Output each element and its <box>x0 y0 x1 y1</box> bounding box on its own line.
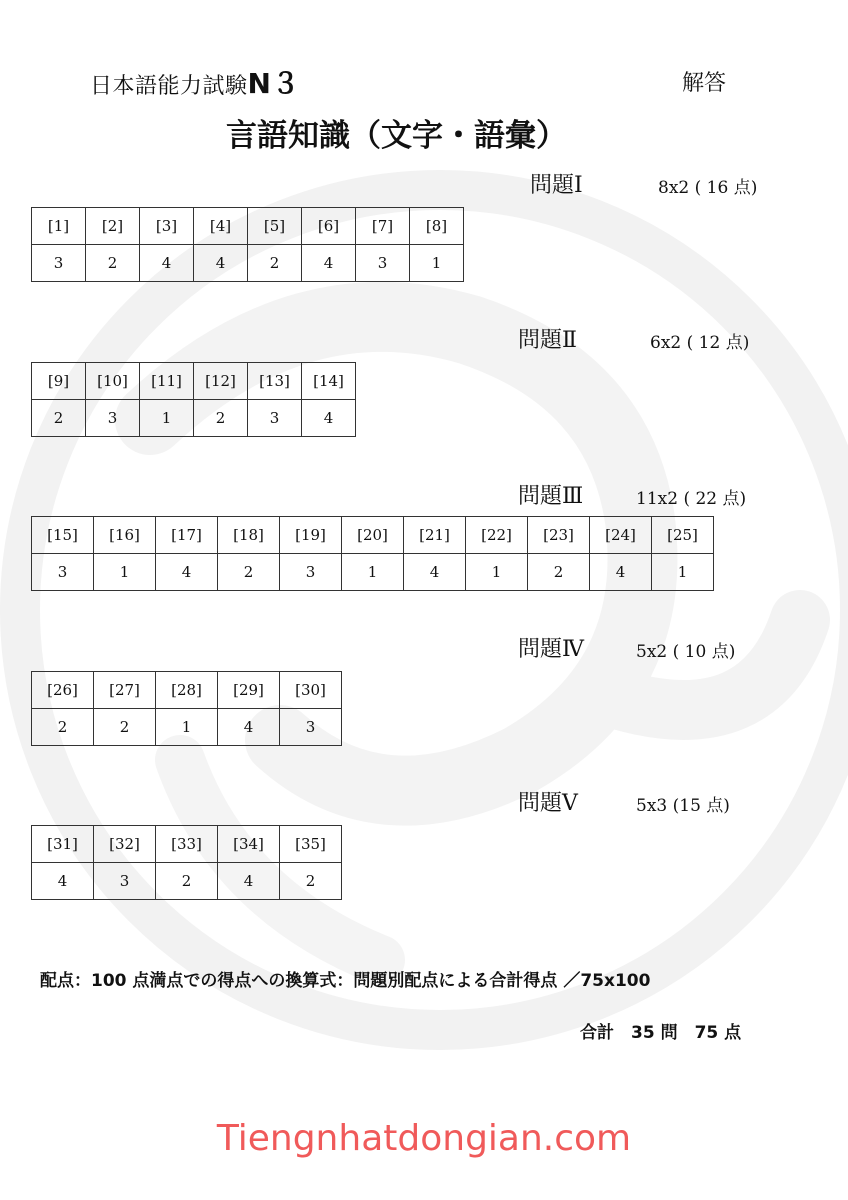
answer-row <box>32 554 714 591</box>
answer-cell: 4 <box>404 554 466 591</box>
answer-cell: 2 <box>32 400 86 437</box>
question-number-row <box>32 208 464 245</box>
problem-4-label: 問題Ⅳ <box>518 637 584 662</box>
answer-row <box>32 400 356 437</box>
question-number-cell: [25] <box>652 517 714 554</box>
answer-row <box>32 245 464 282</box>
problem-1-label: 問題Ⅰ <box>530 173 583 198</box>
answer-cell: 2 <box>156 863 218 900</box>
problem-1-table <box>31 207 464 282</box>
question-number-cell: [35] <box>280 826 342 863</box>
answer-cell: 4 <box>156 554 218 591</box>
question-number-cell: [24] <box>590 517 652 554</box>
answer-cell: 3 <box>280 554 342 591</box>
site-watermark-text: Tiengnhatdongian.com <box>216 1118 632 1159</box>
question-number-cell: [12] <box>194 363 248 400</box>
answer-cell: 2 <box>280 863 342 900</box>
exam-level: N３ <box>247 67 300 100</box>
question-number-cell: [34] <box>218 826 280 863</box>
question-number-cell: [1] <box>32 208 86 245</box>
question-number-cell: [4] <box>194 208 248 245</box>
answer-cell: 1 <box>156 709 218 746</box>
question-number-cell: [6] <box>302 208 356 245</box>
question-number-cell: [21] <box>404 517 466 554</box>
question-number-cell: [13] <box>248 363 302 400</box>
answer-cell: 3 <box>32 554 94 591</box>
question-number-cell: [18] <box>218 517 280 554</box>
answer-label: 解答 <box>682 71 727 96</box>
answer-cell: 4 <box>32 863 94 900</box>
answer-cell: 3 <box>356 245 410 282</box>
problem-4-score: 5x2 ( 10 点) <box>636 642 736 662</box>
problem-5-table <box>31 825 342 900</box>
answer-cell: 3 <box>280 709 342 746</box>
question-number-cell: [28] <box>156 672 218 709</box>
problem-2-table <box>31 362 356 437</box>
question-number-cell: [19] <box>280 517 342 554</box>
answer-cell: 4 <box>590 554 652 591</box>
answer-cell: 2 <box>528 554 590 591</box>
answer-cell: 2 <box>248 245 302 282</box>
question-number-row <box>32 826 342 863</box>
question-number-cell: [17] <box>156 517 218 554</box>
problem-2-score: 6x2 ( 12 点) <box>650 333 750 353</box>
answer-cell: 1 <box>652 554 714 591</box>
answer-cell: 1 <box>466 554 528 591</box>
question-number-cell: [32] <box>94 826 156 863</box>
question-number-cell: [29] <box>218 672 280 709</box>
answer-cell: 3 <box>248 400 302 437</box>
conversion-note: 配点：100 点満点での得点への換算式：問題別配点による合計得点 ／75x100 <box>40 971 651 991</box>
answer-cell: 1 <box>410 245 464 282</box>
exam-title <box>90 62 300 102</box>
problem-4-table <box>31 671 342 746</box>
question-number-cell: [8] <box>410 208 464 245</box>
answer-cell: 1 <box>342 554 404 591</box>
question-number-cell: [31] <box>32 826 94 863</box>
question-number-cell: [14] <box>302 363 356 400</box>
question-number-cell: [23] <box>528 517 590 554</box>
question-number-cell: [27] <box>94 672 156 709</box>
answer-cell: 4 <box>302 245 356 282</box>
answer-cell: 2 <box>94 709 156 746</box>
problem-3-table <box>31 516 714 591</box>
question-number-cell: [9] <box>32 363 86 400</box>
question-number-cell: [20] <box>342 517 404 554</box>
question-number-cell: [30] <box>280 672 342 709</box>
question-number-cell: [10] <box>86 363 140 400</box>
question-number-cell: [33] <box>156 826 218 863</box>
question-number-cell: [3] <box>140 208 194 245</box>
answer-cell: 3 <box>94 863 156 900</box>
problem-1-score: 8x2 ( 16 点) <box>658 178 758 198</box>
question-number-cell: [5] <box>248 208 302 245</box>
answer-cell: 3 <box>86 400 140 437</box>
question-number-row <box>32 517 714 554</box>
answer-cell: 3 <box>32 245 86 282</box>
problem-3-label: 問題Ⅲ <box>518 484 584 509</box>
answer-cell: 2 <box>194 400 248 437</box>
answer-cell: 4 <box>218 863 280 900</box>
answer-cell: 2 <box>86 245 140 282</box>
question-number-cell: [11] <box>140 363 194 400</box>
answer-cell: 4 <box>140 245 194 282</box>
answer-cell: 2 <box>32 709 94 746</box>
question-number-row <box>32 363 356 400</box>
answer-cell: 1 <box>140 400 194 437</box>
answer-cell: 2 <box>218 554 280 591</box>
problem-5-label: 問題Ⅴ <box>518 791 578 816</box>
problem-2-label: 問題Ⅱ <box>518 328 577 353</box>
exam-title-prefix: 日本語能力試験 <box>90 74 248 99</box>
answer-row <box>32 709 342 746</box>
answer-row <box>32 863 342 900</box>
answer-cell: 4 <box>302 400 356 437</box>
answer-cell: 4 <box>194 245 248 282</box>
section-title: 言語知識（文字・語彙） <box>226 118 567 154</box>
problem-5-score: 5x3 (15 点) <box>636 796 730 816</box>
question-number-row <box>32 672 342 709</box>
question-number-cell: [2] <box>86 208 140 245</box>
question-number-cell: [15] <box>32 517 94 554</box>
answer-cell: 1 <box>94 554 156 591</box>
question-number-cell: [16] <box>94 517 156 554</box>
question-number-cell: [22] <box>466 517 528 554</box>
answer-cell: 4 <box>218 709 280 746</box>
problem-3-score: 11x2 ( 22 点) <box>636 489 747 509</box>
question-number-cell: [7] <box>356 208 410 245</box>
question-number-cell: [26] <box>32 672 94 709</box>
total-summary: 合計 35 問 75 点 <box>580 1023 742 1043</box>
